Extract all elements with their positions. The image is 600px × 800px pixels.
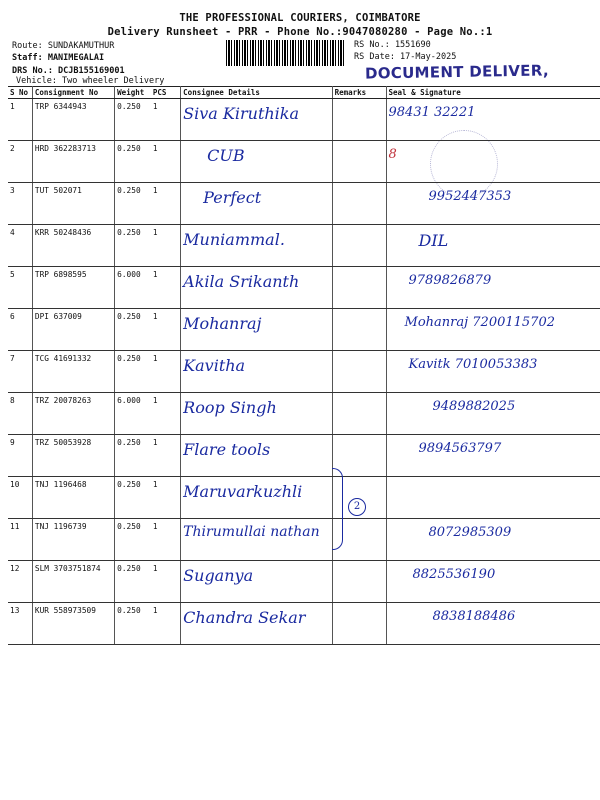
consignee-handwriting: CUB — [207, 146, 245, 165]
row-consignee — [181, 435, 332, 477]
row-pcs: 1 — [151, 309, 181, 351]
row-weight: 0.250 — [115, 603, 151, 645]
signature-text: Kavitk 7010053383 — [408, 357, 538, 372]
row-seal — [386, 435, 600, 477]
row-pcs: 1 — [151, 267, 181, 309]
row-pcs: 1 — [151, 561, 181, 603]
runsheet-title: Delivery Runsheet - PRR - Phone No.:9047080280 - Page No.:1 — [107, 26, 493, 38]
row-pcs: 1 — [151, 477, 181, 519]
table-row — [8, 225, 600, 267]
row-weight: 0.250 — [115, 435, 151, 477]
row-seal — [386, 225, 600, 267]
consignee-handwriting: Kavitha — [183, 356, 246, 375]
col-weight: Weight — [115, 87, 151, 99]
signature-text: Mohanraj 7200115702 — [404, 315, 555, 330]
row-seal — [386, 267, 600, 309]
row-pcs: 1 — [151, 435, 181, 477]
signature-text: 8 — [388, 147, 397, 162]
table-row — [8, 477, 600, 519]
row-consignment: TRZ 50053928 — [32, 435, 114, 477]
table-row — [8, 183, 600, 225]
row-sno: 10 — [8, 477, 32, 519]
consignee-handwriting: Flare tools — [183, 440, 271, 459]
signature-text: DIL — [418, 231, 449, 250]
row-pcs: 1 — [151, 351, 181, 393]
consignee-handwriting: Maruvarkuzhli — [183, 482, 303, 501]
runsheet-table — [8, 86, 600, 645]
row-weight: 0.250 — [115, 351, 151, 393]
row-remarks — [332, 225, 386, 267]
signature-text: 8838188486 — [432, 609, 516, 624]
signature-text: 8825536190 — [412, 567, 496, 582]
row-sno: 2 — [8, 141, 32, 183]
document-delivery-stamp: DOCUMENT DELIVER, — [364, 61, 550, 83]
col-sno: S No — [8, 87, 32, 99]
signature-text: 8072985309 — [428, 525, 512, 540]
row-seal — [386, 99, 600, 141]
row-consignment: KUR 558973509 — [32, 603, 114, 645]
row-remarks — [332, 99, 386, 141]
row-consignee — [181, 141, 332, 183]
vehicle-label: Vehicle: Two wheeler Delivery — [16, 76, 165, 86]
signature-text: 9894563797 — [418, 441, 502, 456]
signature-text: 9952447353 — [428, 189, 512, 204]
row-seal — [386, 519, 600, 561]
table-row — [8, 603, 600, 645]
row-consignment: TNJ 1196468 — [32, 477, 114, 519]
row-seal — [386, 309, 600, 351]
row-remarks — [332, 141, 386, 183]
row-seal — [386, 183, 600, 225]
row-seal — [386, 393, 600, 435]
row-weight: 6.000 — [115, 267, 151, 309]
row-remarks — [332, 561, 386, 603]
table-row — [8, 99, 600, 141]
row-consignee — [181, 225, 332, 267]
consignee-handwriting: Perfect — [203, 188, 262, 207]
row-sno: 1 — [8, 99, 32, 141]
row-pcs: 1 — [151, 141, 181, 183]
row-seal — [386, 603, 600, 645]
col-remarks: Remarks — [332, 87, 386, 99]
table-row — [8, 351, 600, 393]
row-remarks — [332, 603, 386, 645]
table-row — [8, 393, 600, 435]
route-label: Route: SUNDAKAMUTHUR — [12, 41, 115, 51]
row-consignee — [181, 393, 332, 435]
row-sno: 12 — [8, 561, 32, 603]
row-consignment: TUT 502071 — [32, 183, 114, 225]
row-sno: 11 — [8, 519, 32, 561]
table-header-row — [8, 87, 600, 99]
col-consignment: Consignment No — [32, 87, 114, 99]
row-weight: 0.250 — [115, 519, 151, 561]
row-consignment: TRZ 20078263 — [32, 393, 114, 435]
row-consignment: DPI 637009 — [32, 309, 114, 351]
table-row — [8, 141, 600, 183]
row-consignment: TRP 6898595 — [32, 267, 114, 309]
row-pcs: 1 — [151, 393, 181, 435]
row-sno: 8 — [8, 393, 32, 435]
staff-label: Staff: MANIMEGALAI — [12, 53, 105, 63]
consignee-handwriting: Akila Srikanth — [183, 272, 300, 291]
row-consignment: HRD 362283713 — [32, 141, 114, 183]
row-pcs: 1 — [151, 99, 181, 141]
row-remarks — [332, 393, 386, 435]
table-row — [8, 267, 600, 309]
row-consignment: TNJ 1196739 — [32, 519, 114, 561]
row-consignee — [181, 309, 332, 351]
row-weight: 0.250 — [115, 141, 151, 183]
row-pcs: 1 — [151, 519, 181, 561]
row-sno: 7 — [8, 351, 32, 393]
signature-text: 9489882025 — [432, 399, 516, 414]
rs-date: RS Date: 17-May-2025 — [354, 52, 457, 62]
consignee-handwriting: Chandra Sekar — [183, 608, 306, 627]
row-remarks — [332, 267, 386, 309]
row-seal — [386, 141, 600, 183]
row-remarks — [332, 309, 386, 351]
row-seal — [386, 351, 600, 393]
row-consignee — [181, 351, 332, 393]
row-consignee — [181, 183, 332, 225]
col-consignee: Consignee Details — [181, 87, 332, 99]
table-row — [8, 561, 600, 603]
rs-number: RS No.: 1551690 — [354, 40, 431, 50]
row-weight: 0.250 — [115, 225, 151, 267]
row-pcs: 1 — [151, 183, 181, 225]
consignee-handwriting: Muniammal. — [183, 230, 285, 249]
row-consignee — [181, 267, 332, 309]
row-sno: 4 — [8, 225, 32, 267]
remarks-note: 2 — [348, 498, 366, 516]
consignee-handwriting: Suganya — [183, 566, 254, 585]
row-weight: 0.250 — [115, 561, 151, 603]
row-consignee — [181, 561, 332, 603]
col-pcs: PCS — [151, 87, 181, 99]
table-row — [8, 519, 600, 561]
col-seal: Seal & Signature — [386, 87, 600, 99]
row-consignment: KRR 50248436 — [32, 225, 114, 267]
row-sno: 9 — [8, 435, 32, 477]
remarks-brace — [332, 468, 343, 550]
row-weight: 0.250 — [115, 183, 151, 225]
consignee-handwriting: Siva Kiruthika — [183, 104, 300, 123]
consignee-handwriting: Roop Singh — [183, 398, 277, 417]
row-sno: 5 — [8, 267, 32, 309]
row-remarks — [332, 351, 386, 393]
row-sno: 13 — [8, 603, 32, 645]
row-remarks — [332, 183, 386, 225]
consignee-handwriting: Thirumullai nathan — [183, 524, 320, 540]
table-row — [8, 435, 600, 477]
signature-text: 9789826879 — [408, 273, 492, 288]
row-consignment: SLM 3703751874 — [32, 561, 114, 603]
drs-number: DRS No.: DCJB155169001 — [12, 66, 125, 76]
signature-text: 98431 32221 — [388, 105, 476, 120]
company-title: THE PROFESSIONAL COURIERS, COIMBATORE — [179, 12, 421, 24]
row-weight: 6.000 — [115, 393, 151, 435]
row-seal — [386, 561, 600, 603]
row-weight: 0.250 — [115, 309, 151, 351]
row-pcs: 1 — [151, 225, 181, 267]
row-consignment: TCG 41691332 — [32, 351, 114, 393]
table-row — [8, 309, 600, 351]
row-weight: 0.250 — [115, 99, 151, 141]
row-consignee — [181, 519, 332, 561]
row-sno: 3 — [8, 183, 32, 225]
row-sno: 6 — [8, 309, 32, 351]
row-seal — [386, 477, 600, 519]
row-weight: 0.250 — [115, 477, 151, 519]
row-consignee — [181, 99, 332, 141]
row-pcs: 1 — [151, 603, 181, 645]
consignee-handwriting: Mohanraj — [183, 314, 262, 333]
row-consignee — [181, 603, 332, 645]
row-consignee — [181, 477, 332, 519]
barcode — [226, 40, 346, 66]
row-consignment: TRP 6344943 — [32, 99, 114, 141]
